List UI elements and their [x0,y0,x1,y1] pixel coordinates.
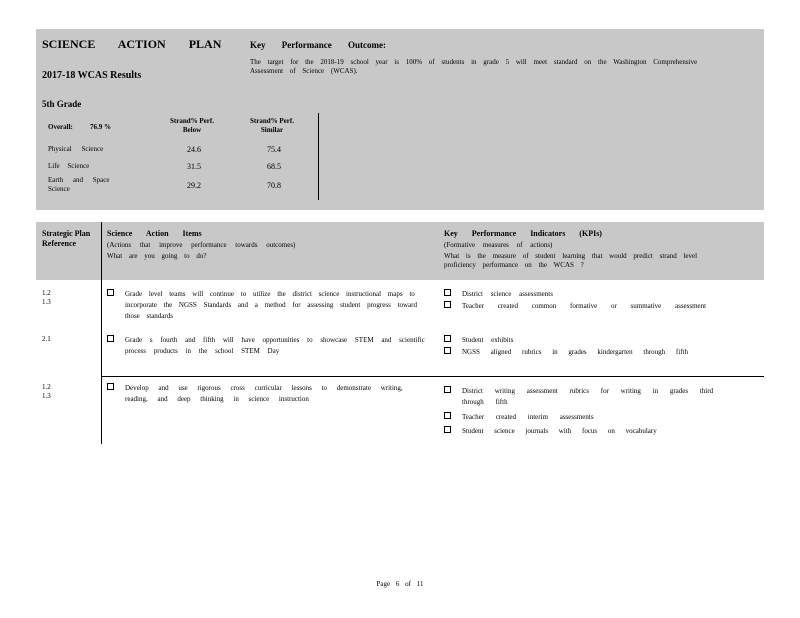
checkbox-icon [444,412,451,419]
table-column-divider [101,222,102,444]
strand-similar: 70.8 [267,181,281,190]
checkbox-icon [107,289,114,296]
strand-label: Physical Science [48,145,104,153]
action-item: Develop and use rigorous cross curricular lessons to demonstrate writing, reading, and deep thinking in science instruction [107,383,427,395]
col-kpi-sub: (Formative measures of actions) [444,241,553,249]
kpi-item: Teacher created interim assessments [444,412,744,424]
strand-below: 24.6 [187,145,201,154]
col-kpi-question: What is the measure of student learning that would predict strand level proficiency performance on the WCAS ? [444,252,698,269]
checkbox-icon [444,386,451,393]
grade-label: 5th Grade [42,99,82,109]
col-kpi-title: Key Performance Indicators (KPIs) [444,229,602,238]
strand-label: Earth and Space Science [48,176,110,193]
kpi-item: NGSS aligned rubrics in grades kindergarten through fifth [444,347,744,359]
col-reference-header: Strategic Plan Reference [42,229,91,248]
page-number: Page 6 of 11 [376,580,424,588]
checkbox-icon [107,335,114,342]
col-similar-header: Strand% Perf. Similar [250,117,294,134]
col-actions-sub: (Actions that improve performance towards outcomes) [107,241,296,249]
action-item: Grade s fourth and fifth will have opportunities to showcase STEM and scientific process products in the school STEM Day [107,335,427,347]
checkbox-icon [444,301,451,308]
strand-similar: 68.5 [267,162,281,171]
checkbox-icon [444,347,451,354]
col-actions-question: What are you going to do? [107,252,207,260]
strand-below: 29.2 [187,181,201,190]
col-actions-title: Science Action Items [107,229,202,238]
plan-reference: 2.1 [42,335,51,343]
row-divider [101,376,764,377]
kpo-text: The target for the 2018-19 school year is 100% of students in grade 5 will meet standard on the Washington Comprehensive Assessment of Science (WCAS). [250,58,698,75]
plan-reference: 1.2 1.3 [42,383,51,400]
kpi-item: Student exhibits [444,335,744,347]
plan-title: SCIENCE ACTION PLAN [42,37,222,51]
strand-similar: 75.4 [267,145,281,154]
kpi-item: District writing assessment rubrics for writing in grades third through fifth [444,386,744,398]
strand-label: Life Science [48,162,90,170]
checkbox-icon [444,426,451,433]
kpi-item: Student science journals with focus on vocabulary [444,426,744,438]
checkbox-icon [444,335,451,342]
checkbox-icon [444,289,451,296]
plan-reference: 1.2 1.3 [42,289,51,306]
kpi-item: District science assessments [444,289,744,301]
strand-below: 31.5 [187,162,201,171]
overall-label: Overall: [48,123,73,131]
kpi-item: Teacher created common formative or summative assessment [444,301,744,313]
action-item: Grade level teams will continue to utilize the district science instructional maps to incorporate the NGSS Standards and a method for assessing student progress toward those standards [107,289,427,301]
results-heading: 2017-18 WCAS Results [42,70,142,81]
overall-value: 76.9 % [90,123,111,131]
kpo-heading: Key Performance Outcome: [250,40,386,50]
col-below-header: Strand% Perf. Below [170,117,214,134]
checkbox-icon [107,383,114,390]
summary-divider [318,113,319,200]
summary-panel [36,29,764,210]
